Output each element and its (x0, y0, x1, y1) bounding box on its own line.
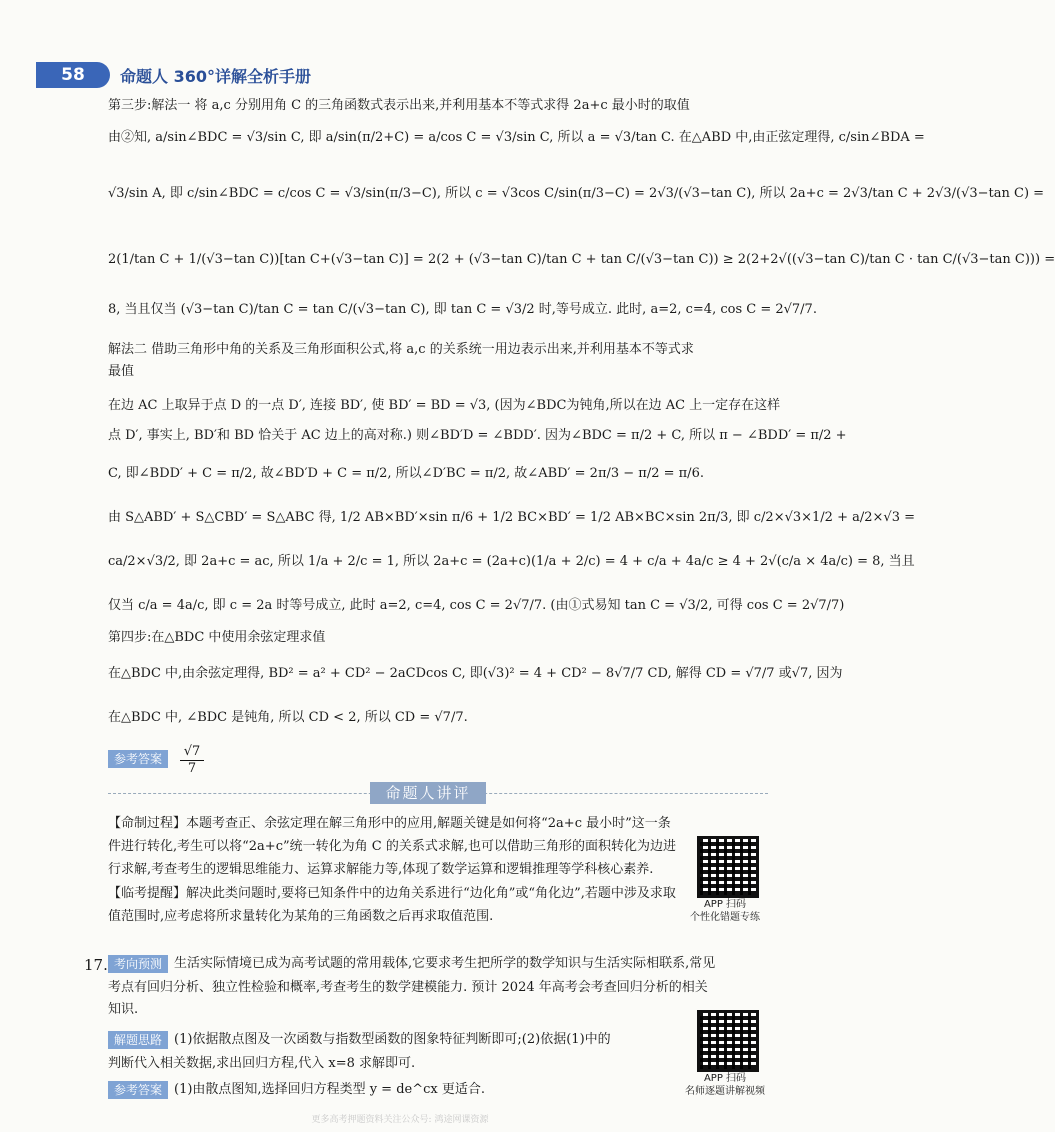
qr1-caption-line2: 个性化错题专练 (690, 912, 760, 923)
solution-line: 第三步:解法一 将 a,c 分别用角 C 的三角函数式表示出来,并利用基本不等式求得 2a+c 最小时的取值 (108, 98, 690, 113)
q17-text1: 生活实际情境已成为高考试题的常用载体,它要求考生把所学的数学知识与生活实际相联系,常见 (174, 956, 716, 971)
solution-line: 由②知, a/sin∠BDC = √3/sin C, 即 a/sin(π/2+C) = a/cos C = √3/sin C, 所以 a = √3/tan C. 在△ABD 中,由正弦定理得, c/sin∠BDA = (108, 130, 925, 145)
qr2-caption-line2: 名师逐题讲解视频 (685, 1086, 765, 1097)
answer-tag: 参考答案 (108, 750, 168, 768)
qr1-caption-line1: APP 扫码 (703, 899, 747, 910)
commentary-reminder: 【临考提醒】解决此类问题时,要将已知条件中的边角关系进行“边化角”或“角化边”,若题中涉及求取值范围时,应考虑将所求量转化为某角的三角函数之后再求取值范围. (108, 886, 676, 924)
answer-fraction (180, 744, 204, 777)
commentary-process: 【命制过程】本题考查正、余弦定理在解三角形中的应用,解题关键是如何将“2a+c 最小时”这一条件进行转化,考生可以将“2a+c”统一转化为角 C 的关系式求解,也可以借助三角形的面积转化为边进行求解,考查考生的逻辑思维能力、运算求解能力等,体现了数学运算和逻辑推理等学科核心素养. (108, 816, 676, 877)
qr1-caption (680, 898, 770, 924)
qr-code-icon[interactable] (697, 836, 759, 898)
solution-line: 由 S△ABD′ + S△CBD′ = S△ABC 得, 1/2 AB×BD′×sin π/6 + 1/2 BC×BD′ = 1/2 AB×BC×sin 2π/3, 即 c/2×√3×1/2 + a/2×√3 = (108, 510, 915, 525)
solution-line: 点 D′, 事实上, BD′和 BD 恰关于 AC 边上的高对称.) 则∠BD′D = ∠BDD′. 因为∠BDC = π/2 + C, 所以 π − ∠BDD′ = π/2 + (108, 428, 847, 443)
page-number: 58 (36, 62, 110, 88)
solution-line: 解法二 借助三角形中角的关系及三角形面积公式,将 a,c 的关系统一用边表示出来,并利用基本不等式求 (108, 342, 694, 357)
solution-line: 8, 当且仅当 (√3−tan C)/tan C = tan C/(√3−tan C), 即 tan C = √3/2 时,等号成立. 此时, a=2, c=4, cos C = 2√7/7. (108, 302, 817, 317)
solution-line: 在△BDC 中,由余弦定理得, BD² = a² + CD² − 2aCDcos C, 即(√3)² = 4 + CD² − 8√7/7 CD, 解得 CD = √7/7 或√7, 因为 (108, 666, 843, 681)
qr2-caption (680, 1072, 770, 1098)
solution-line: 第四步:在△BDC 中使用余弦定理求值 (108, 630, 326, 645)
answer-numerator: √7 (183, 744, 201, 759)
q17-line6 (108, 1080, 670, 1100)
solution-line: 在边 AC 上取异于点 D 的一点 D′, 连接 BD′, 使 BD′ = BD = √3, (因为∠BDC为钝角,所以在边 AC 上一定存在这样 (108, 398, 781, 413)
q17-line1 (108, 954, 768, 974)
footer-watermark: 更多高考押题资料关注公众号: 鸿途网课资源 (311, 1115, 489, 1125)
solution-line: √3/sin A, 即 c/sin∠BDC = c/cos C = √3/sin(π/3−C), 所以 c = √3cos C/sin(π/3−C) = 2√3/(√3−tan C), 所以 2a+c = 2√3/tan C + 2√3/(√3−tan C) = (108, 186, 1045, 201)
question-number: 17. (84, 956, 108, 974)
answer-denominator: 7 (180, 760, 204, 777)
q17-tag-answer: 参考答案 (108, 1081, 168, 1099)
commentary-banner: 命题人讲评 (370, 782, 486, 804)
book-title: 命题人 360°详解全析手册 (120, 67, 311, 86)
solution-line: 在△BDC 中, ∠BDC 是钝角, 所以 CD < 2, 所以 CD = √7/7. (108, 710, 468, 725)
q17-text2: 考点有回归分析、独立性检验和概率,考查考生的数学建模能力. 预计 2024 年高考会考查回归分析的相关 (108, 980, 708, 995)
solution-line: ca/2×√3/2, 即 2a+c = ac, 所以 1/a + 2/c = 1, 所以 2a+c = (2a+c)(1/a + 2/c) = 4 + c/a + 4a/c ≥ 4 + 2√(c/a × 4a/c) = 8, 当且 (108, 554, 915, 569)
page-header (36, 62, 336, 88)
q17-text6: (1)由散点图知,选择回归方程类型 y = de^cx 更适合. (174, 1082, 485, 1097)
solution-line: 2(1/tan C + 1/(√3−tan C))[tan C+(√3−tan C)] = 2(2 + (√3−tan C)/tan C + tan C/(√3−tan C)) ≥ 2(2+2√((√3−tan C)/tan C · tan C/(√3−tan C))) = (108, 252, 1055, 267)
q17-text5: 判断代入相关数据,求出回归方程,代入 x=8 求解即可. (108, 1056, 416, 1071)
solution-line: 最值 (108, 364, 135, 379)
qr-code-icon[interactable] (697, 1010, 759, 1072)
q17-text4: (1)依据散点图及一次函数与指数型函数的图象特征判断即可;(2)依据(1)中的 (174, 1032, 611, 1047)
solution-line: C, 即∠BDD′ + C = π/2, 故∠BD′D + C = π/2, 所以∠D′BC = π/2, 故∠ABD′ = 2π/3 − π/2 = π/6. (108, 466, 704, 481)
q17-tag-trend: 考向预测 (108, 955, 168, 973)
q17-tag-approach: 解题思路 (108, 1031, 168, 1049)
qr2-caption-line1: APP 扫码 (703, 1073, 747, 1084)
answer-row (108, 748, 174, 768)
q17-text3: 知识. (108, 1002, 139, 1017)
solution-line: 仅当 c/a = 4a/c, 即 c = 2a 时等号成立, 此时 a=2, c=4, cos C = 2√7/7. (由①式易知 tan C = √3/2, 可得 cos C = 2√7/7) (108, 598, 845, 613)
q17-line4 (108, 1030, 670, 1050)
